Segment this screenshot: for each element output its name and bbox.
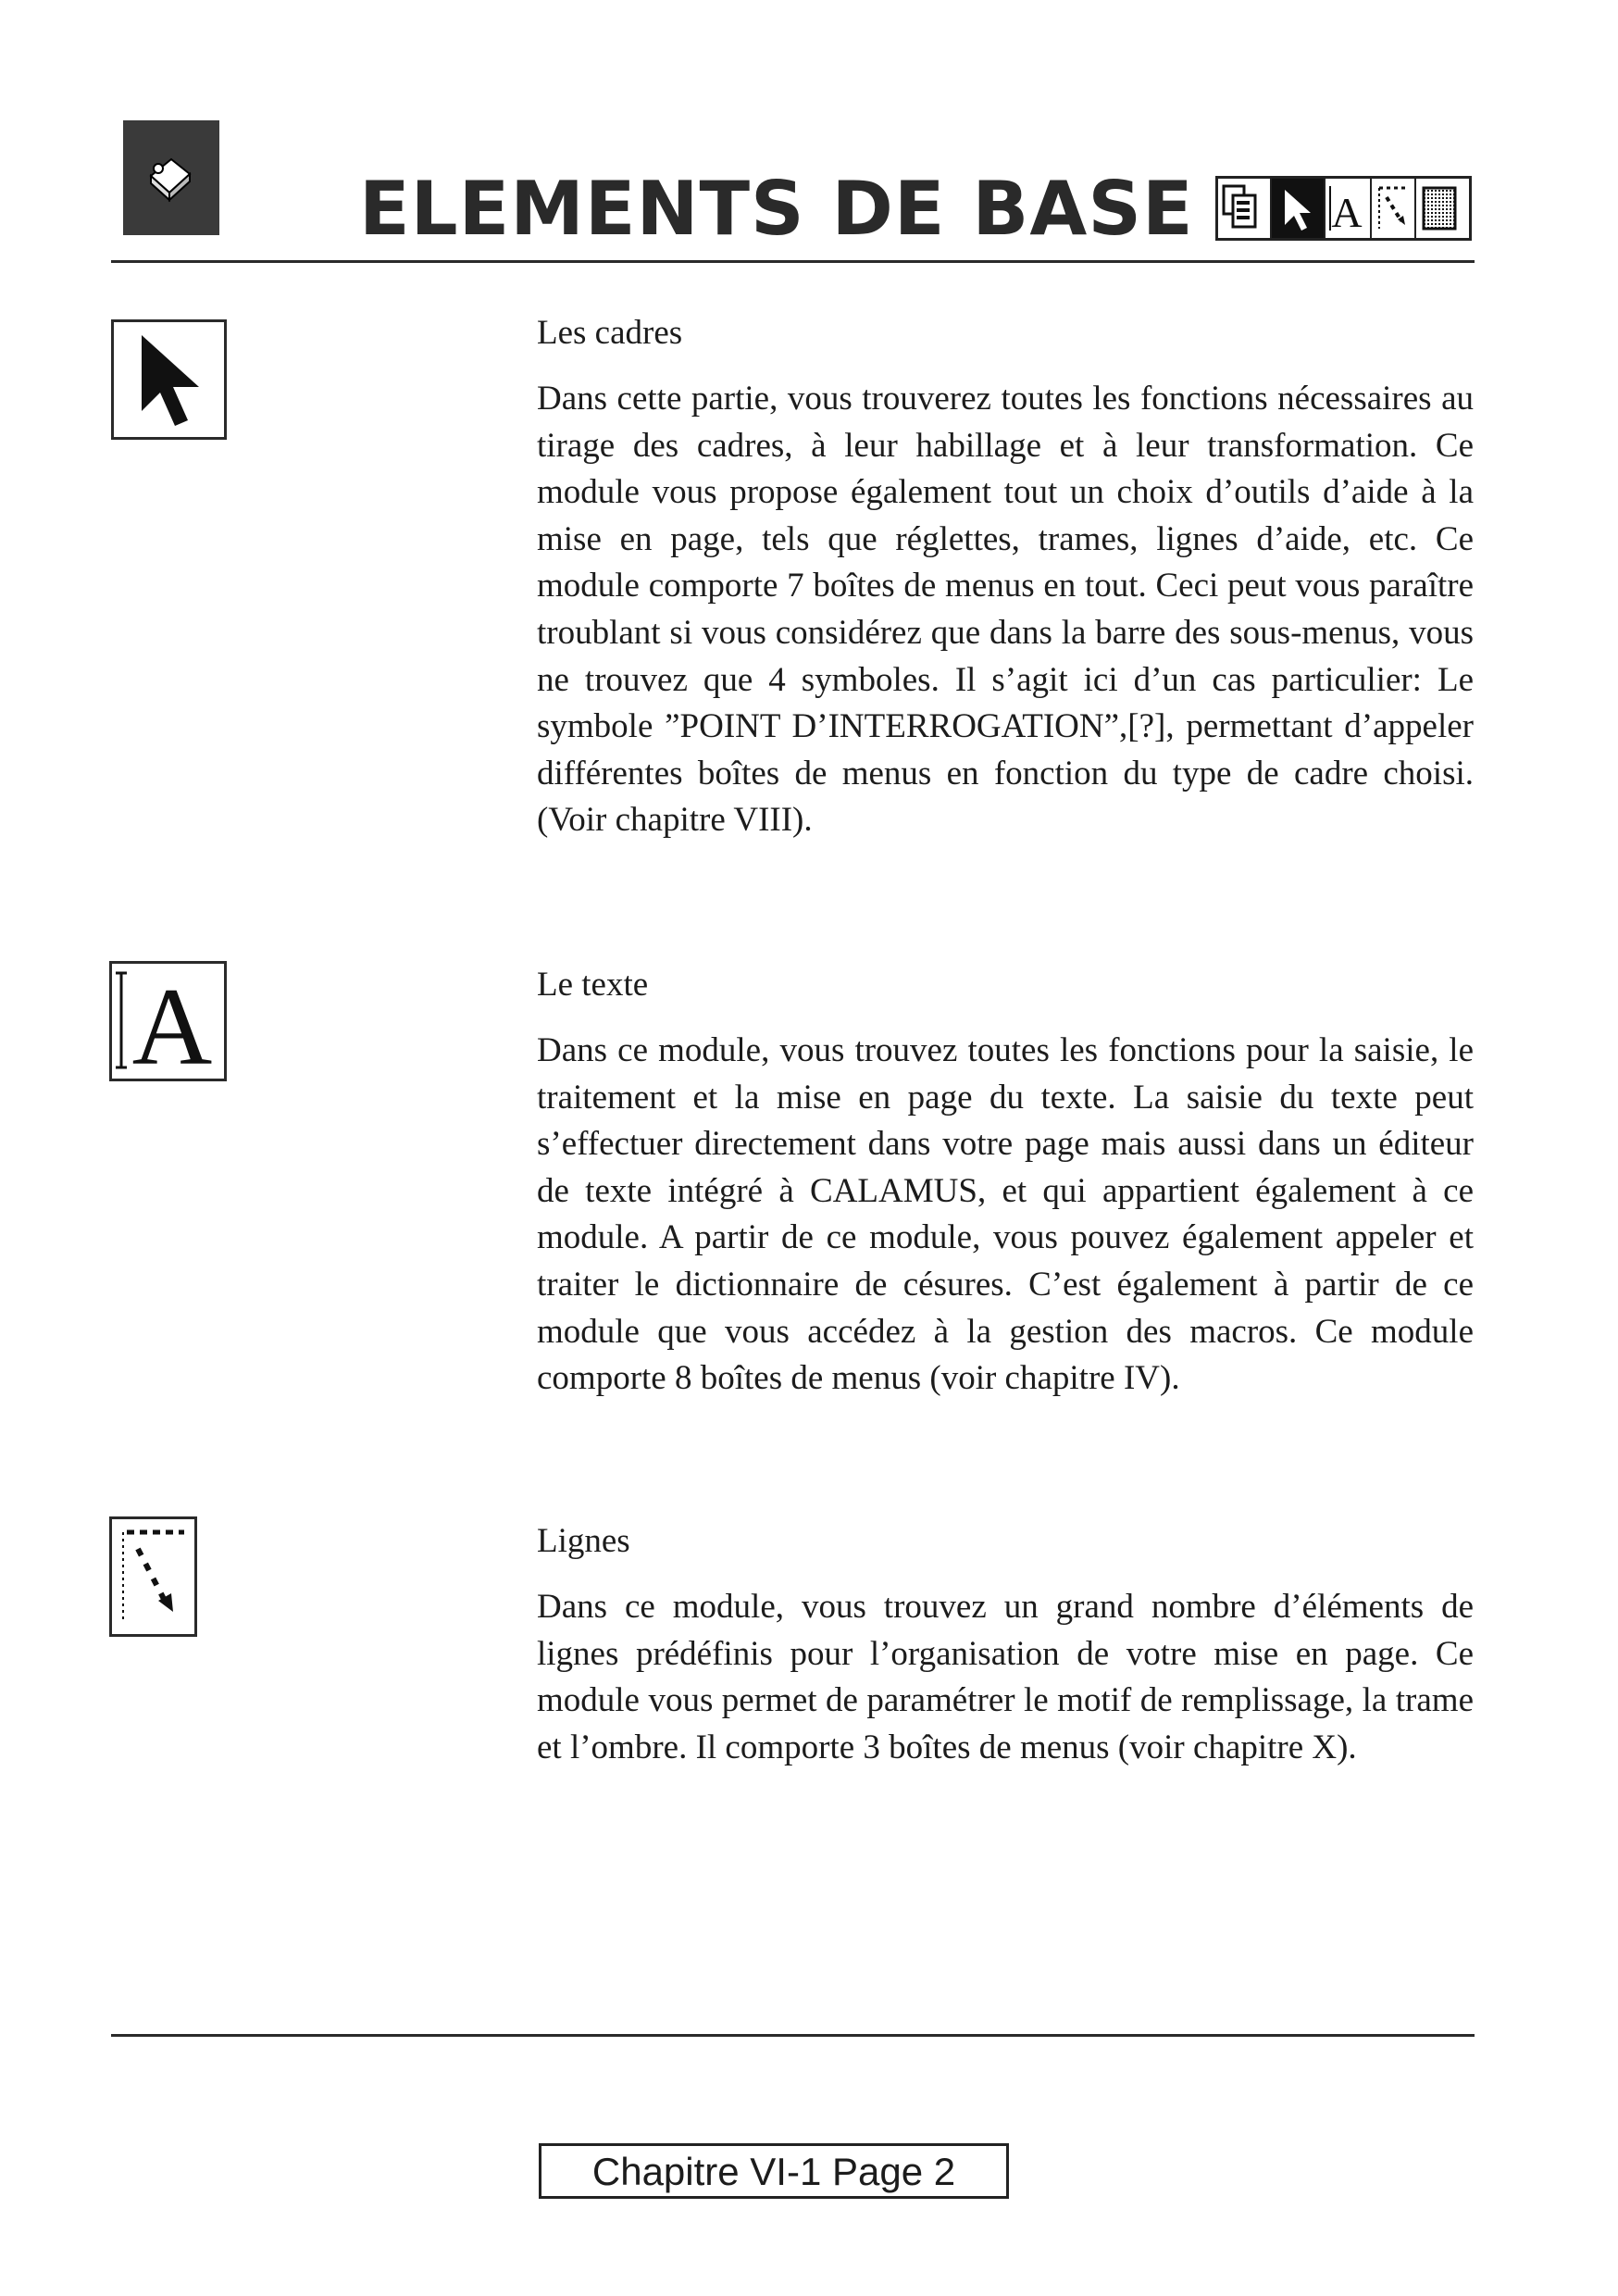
chapter-tab: [123, 120, 219, 235]
section-lignes: [537, 1519, 1474, 1771]
section-les-cadres: [537, 311, 1474, 844]
section-heading: Le texte: [537, 966, 649, 1004]
raster-module-icon: [1416, 179, 1469, 238]
svg-text:A: A: [131, 965, 213, 1079]
section-body: Dans cette partie, vous trouverez toutes les fonctions nécessaires au tirage des cadres, à leur habillage et à leur transformation. Ce module vous propose également tout un choix d’outils d’aide à la mise en page, tels que réglettes, trames, lignes d’aide, etc. Ce module comporte 7 boîtes de menus en tout. Ceci peut vous paraître troublant si vous considérez que dans la barre des sous-menus, vous ne trouvez que 4 symboles. Il s’agit ici d’un cas particulier: Le symbole ”POINT D’INTERROGATION”,[?], permettant d’appeler différentes boîtes de menus en fonction du type de cadre choisi. (Voir chapitre VIII).: [537, 380, 1474, 840]
chapter-tab-icon: [143, 152, 199, 204]
line-module-icon: [1372, 179, 1416, 238]
header-rule: [111, 260, 1475, 263]
section-heading: Les cadres: [537, 314, 683, 352]
text-module-icon: [1326, 179, 1372, 238]
page-title: ELEMENTS DE BASE: [359, 166, 1194, 252]
frame-module-icon: [1272, 179, 1326, 238]
page-module-icon: [1218, 179, 1272, 238]
svg-text:A: A: [1331, 189, 1363, 236]
dotted-lines-icon: [109, 1516, 197, 1637]
arrow-pointer-icon: [111, 319, 227, 440]
section-le-texte: [537, 963, 1474, 1403]
section-heading: Lignes: [537, 1522, 630, 1560]
text-a-icon: [109, 961, 227, 1081]
footer-rule: [111, 2034, 1475, 2037]
page-number-label: Chapitre VI-1 Page 2: [539, 2143, 1009, 2199]
section-body: Dans ce module, vous trouvez un grand nombre d’éléments de lignes prédéfinis pour l’organisation de votre mise en page. Ce module vous permet de paramétrer le motif de remplissage, la trame et l’ombre. Il comporte 3 boîtes de menus (voir chapitre X).: [537, 1588, 1474, 1766]
module-toolbar: [1215, 176, 1472, 241]
section-body: Dans ce module, vous trouvez toutes les fonctions pour la saisie, le traitement et la mise en page du texte. La saisie du texte peut s’effectuer directement dans votre page mais aussi dans un éditeur de texte intégré à CALAMUS, et qui appartient également à ce module. A partir de ce module, vous pouvez également appeler et traiter le dictionnaire de césures. C’est également à partir de ce module que vous accédez à la gestion des macros. Ce module comporte 8 boîtes de menus (voir chapitre IV).: [537, 1031, 1474, 1398]
